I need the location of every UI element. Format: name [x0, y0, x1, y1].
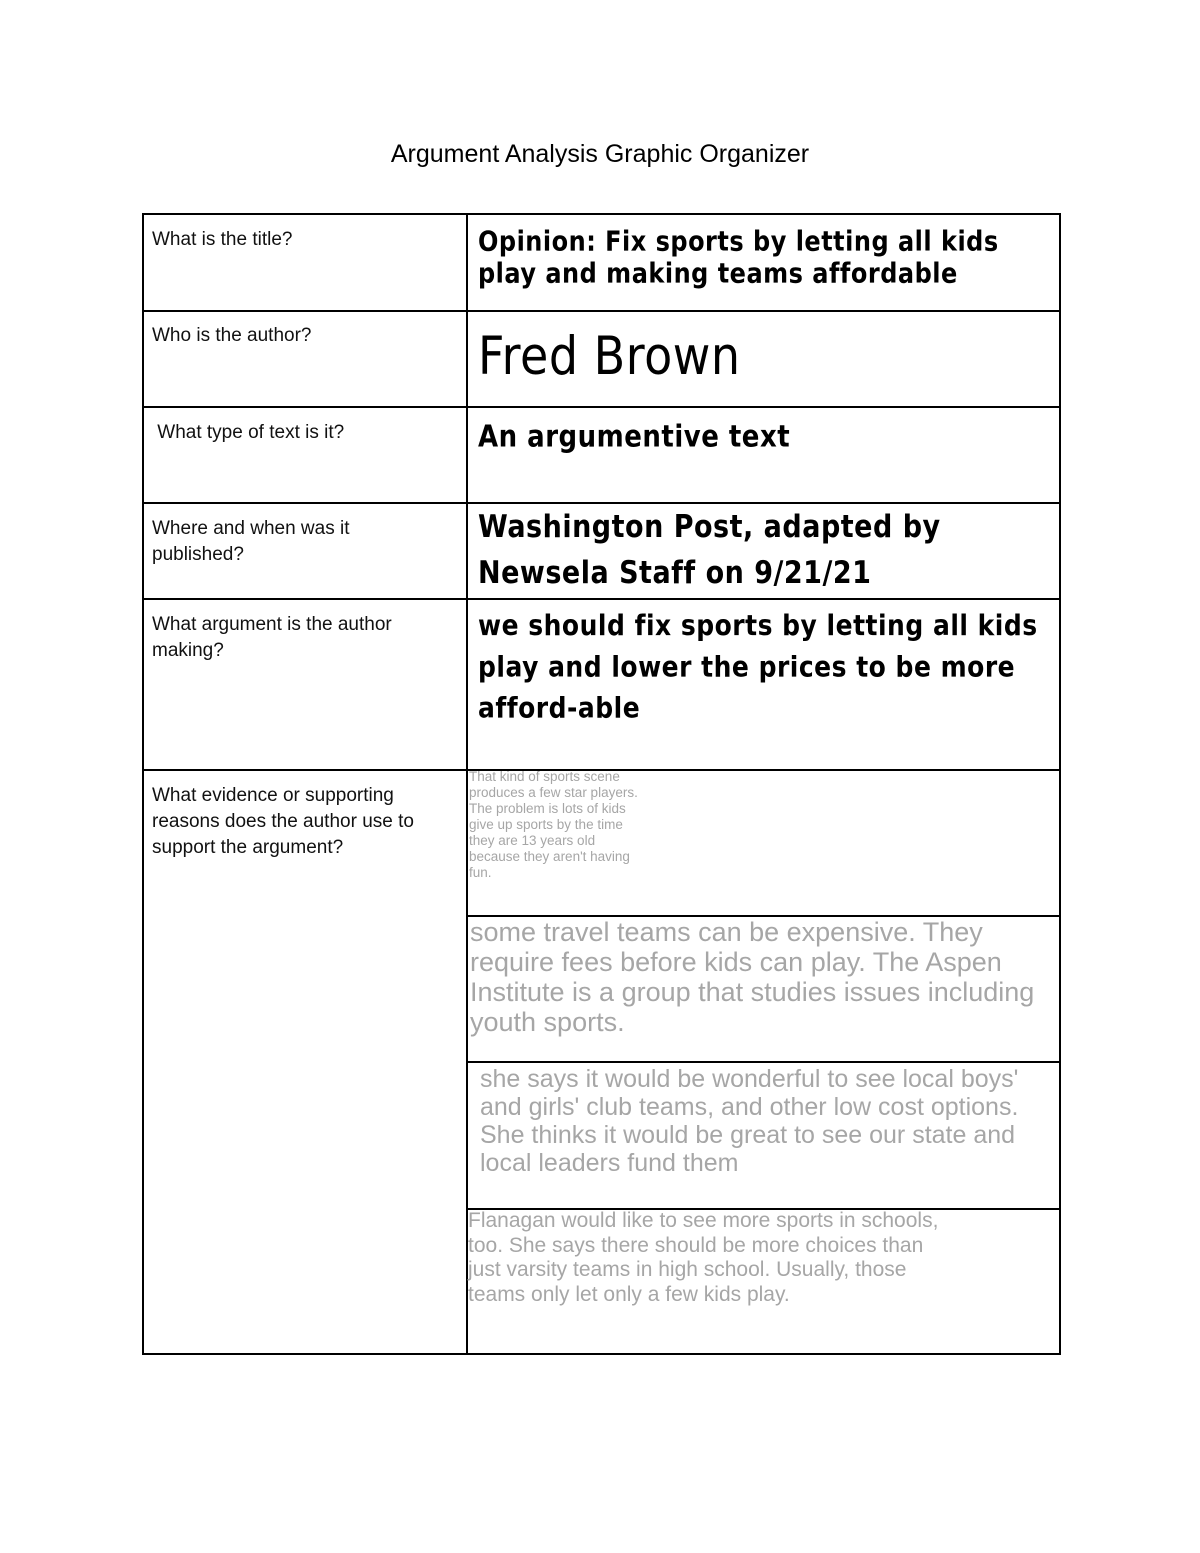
row-divider	[144, 406, 1059, 408]
row-divider	[144, 598, 1059, 600]
page-title: Argument Analysis Graphic Organizer	[390, 140, 810, 168]
evidence-item-4: Flanagan would like to see more sports in schools, too. She says there should be more choices than just varsity teams in high school. Usually, those teams only let only a few kids play.	[468, 1209, 939, 1306]
question-argument: What argument is the author making?	[152, 614, 392, 661]
question-published: Where and when was it published?	[152, 518, 350, 565]
organizer-table	[142, 213, 1061, 1355]
answer-author: Fred Brown	[478, 324, 741, 387]
question-evidence: What evidence or supporting reasons does the author use to support the argument?	[152, 785, 414, 858]
row-divider	[144, 502, 1059, 504]
evidence-item-3: she says it would be wonderful to see local boys' and girls' club teams, and other low cost options. She thinks it would be great to see our state and local leaders fund them	[480, 1065, 1019, 1177]
answer-published: Washington Post, adapted by Newsela Staff on 9/21/21	[478, 509, 941, 592]
answer-title: Opinion: Fix sports by letting all kids play and making teams affordable	[478, 225, 999, 290]
question-text-type: What type of text is it?	[152, 422, 345, 443]
question-author: Who is the author?	[152, 325, 312, 346]
answer-text-type: An argumentive text	[478, 420, 791, 455]
evidence-item-2: some travel teams can be expensive. They require fees before kids can play. The Aspen Institute is a group that studies issues including youth sports.	[470, 917, 1035, 1037]
question-title: What is the title?	[152, 229, 293, 250]
evidence-divider	[466, 1061, 1059, 1063]
answer-argument: we should fix sports by letting all kids play and lower the prices to be more afford-able	[478, 608, 1038, 725]
evidence-item-1: That kind of sports scene produces a few star players. The problem is lots of kids give up sports by the time they are 13 years old because they aren't having fun.	[469, 769, 638, 880]
row-divider	[144, 310, 1059, 312]
column-divider	[466, 215, 468, 1355]
